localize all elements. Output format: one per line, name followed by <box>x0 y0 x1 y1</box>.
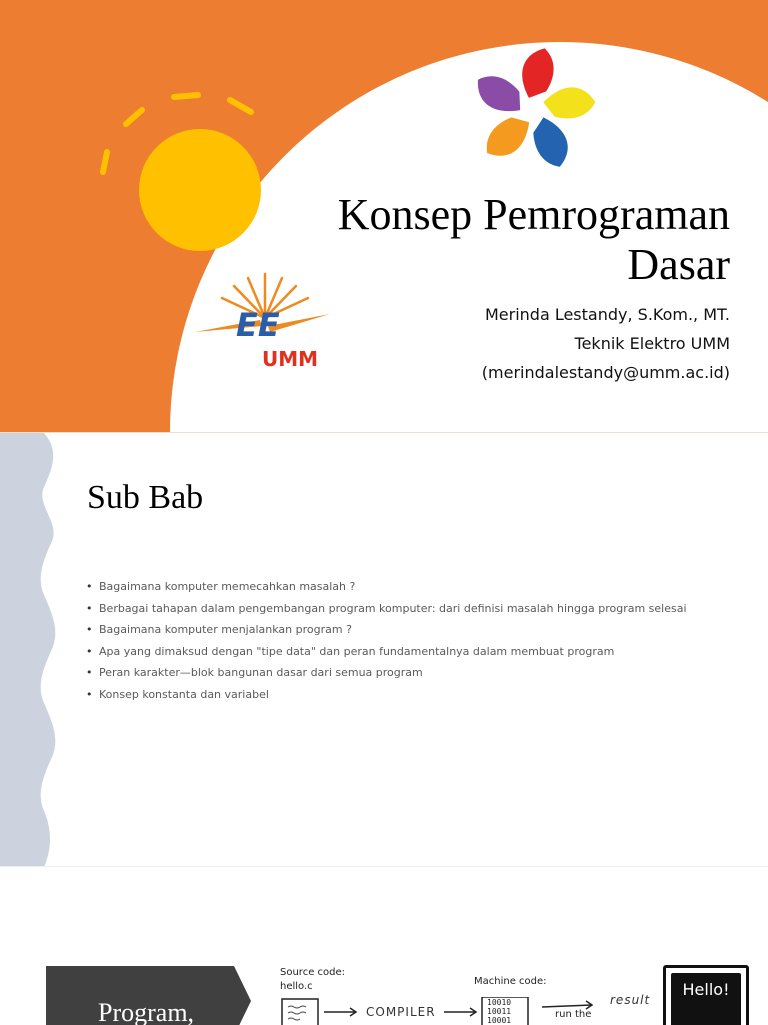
logo-ee-text: EE <box>236 306 280 344</box>
wavy-side-decoration <box>0 433 60 867</box>
department-name: Teknik Elektro UMM <box>574 334 730 353</box>
list-item <box>86 687 687 709</box>
bullet-icon: • <box>86 623 93 637</box>
monitor-output-text: Hello! <box>682 980 730 999</box>
list-item-text: Bagaimana komputer memecahkan masalah ? <box>99 580 356 593</box>
list-item <box>86 601 687 623</box>
bullet-icon: • <box>86 601 93 615</box>
bullet-icon: • <box>86 687 93 701</box>
bullet-icon: • <box>86 580 93 593</box>
sun-shape <box>139 129 261 251</box>
list-item <box>86 622 687 644</box>
run-the-label: run the <box>555 1009 592 1020</box>
list-item-text: Peran karakter—blok bangunan dasar dari semua program <box>99 666 423 680</box>
slide-title-line1: Konsep Pemrograman <box>337 190 730 239</box>
source-code-label: Source code: <box>280 967 346 978</box>
list-item-text: Apa yang dimaksud dengan "tipe data" dan peran fundamentalnya dalam membuat program <box>99 644 615 658</box>
banner-title: Program, <box>98 998 195 1025</box>
slide-title-line2: Dasar <box>627 240 730 289</box>
machine-code-label: Machine code: <box>474 976 547 987</box>
compiler-label: COMPILER <box>366 1005 436 1019</box>
author-email: (merindalestandy@umm.ac.id) <box>481 363 730 382</box>
list-item-text: Berbagai tahapan dalam pengembangan program komputer: dari definisi masalah hingga program selesai <box>99 601 687 615</box>
list-item <box>86 644 687 666</box>
list-item-text: Bagaimana komputer menjalankan program ? <box>99 623 352 637</box>
author-name: Merinda Lestandy, S.Kom., MT. <box>484 305 730 324</box>
source-file-icon <box>282 999 318 1025</box>
list-item <box>86 665 687 687</box>
list-item <box>86 579 687 601</box>
arrow-icon <box>542 1005 592 1007</box>
umm-pinwheel-logo <box>458 32 608 187</box>
result-label: result <box>610 993 651 1007</box>
slide-title <box>260 190 730 290</box>
sub-bab-slide <box>0 432 768 867</box>
list-item-text: Konsep konstanta dan variabel <box>99 687 269 701</box>
sub-bab-list <box>86 579 687 709</box>
machine-bits: 10010 10011 10001 <box>487 998 512 1025</box>
slide-title: Sub Bab <box>87 479 204 516</box>
title-slide <box>0 0 768 432</box>
logo-umm-text: UMM <box>262 347 319 371</box>
source-file-name: hello.c <box>280 981 313 992</box>
bullet-icon: • <box>86 644 93 658</box>
program-slide <box>0 866 768 1025</box>
monitor-icon <box>663 965 749 1025</box>
bullet-icon: • <box>86 666 93 680</box>
